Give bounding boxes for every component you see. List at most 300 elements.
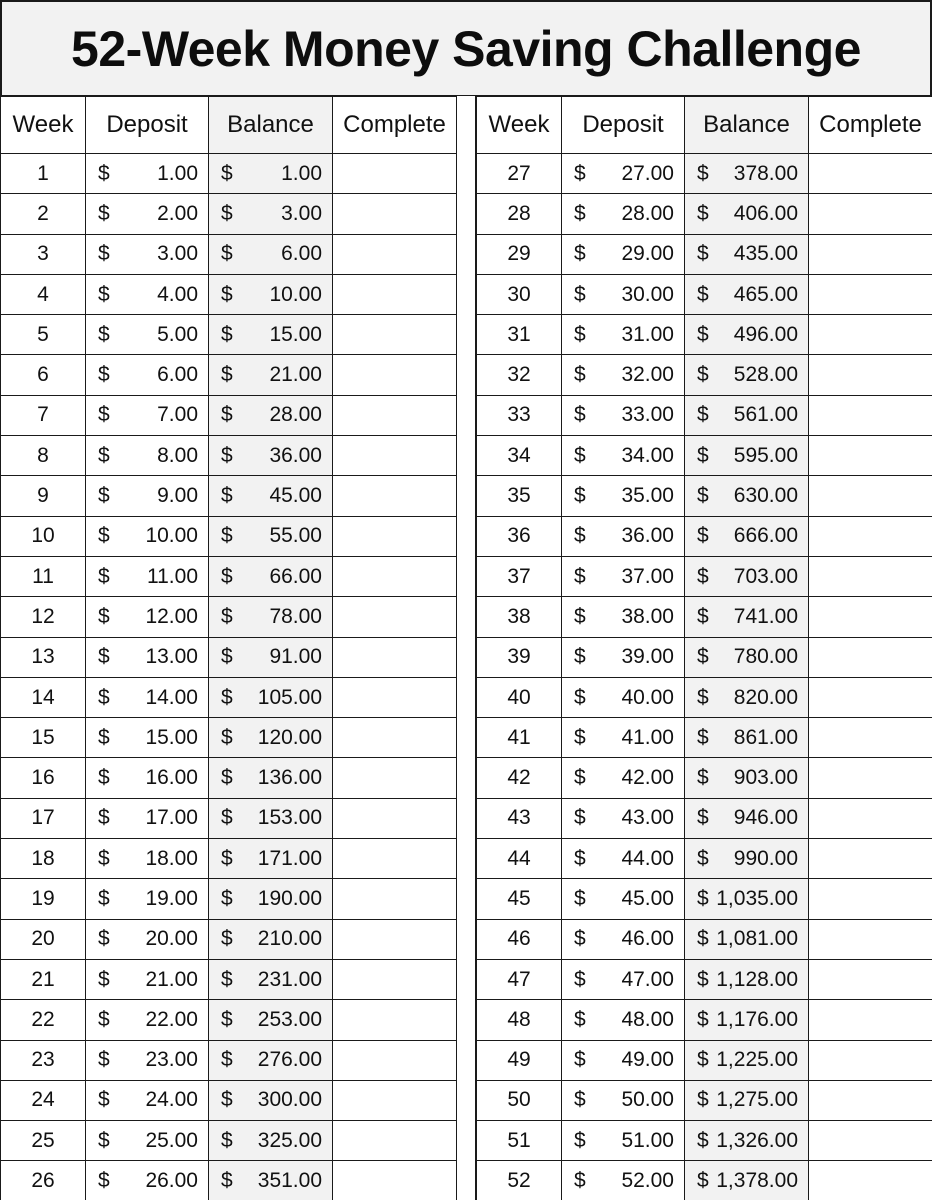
week-number: 47 bbox=[477, 959, 562, 999]
complete-checkbox-cell[interactable] bbox=[333, 436, 457, 476]
deposit-cell-amount: 45.00 bbox=[621, 886, 674, 910]
currency-symbol: $ bbox=[98, 403, 110, 427]
week-number: 5 bbox=[1, 315, 86, 355]
currency-symbol: $ bbox=[574, 1169, 586, 1193]
deposit-cell-amount: 24.00 bbox=[145, 1088, 198, 1112]
complete-checkbox-cell[interactable] bbox=[333, 1080, 457, 1120]
deposit-cell-amount: 34.00 bbox=[621, 443, 674, 467]
deposit-cell-amount: 35.00 bbox=[621, 484, 674, 508]
deposit-cell bbox=[562, 154, 685, 194]
balance-cell bbox=[685, 718, 809, 758]
balance-cell bbox=[209, 637, 333, 677]
currency-symbol: $ bbox=[98, 322, 110, 346]
complete-checkbox-cell[interactable] bbox=[333, 919, 457, 959]
complete-checkbox-cell[interactable] bbox=[809, 718, 932, 758]
table-row bbox=[1, 315, 457, 355]
table-row bbox=[1, 154, 457, 194]
currency-symbol: $ bbox=[574, 282, 586, 306]
balance-cell-amount: 171.00 bbox=[257, 846, 322, 870]
currency-symbol: $ bbox=[221, 242, 233, 266]
week-number: 45 bbox=[477, 879, 562, 919]
table-row bbox=[1, 436, 457, 476]
deposit-cell-amount: 2.00 bbox=[157, 201, 198, 225]
deposit-cell bbox=[86, 234, 209, 274]
complete-checkbox-cell[interactable] bbox=[809, 1080, 932, 1120]
complete-checkbox-cell[interactable] bbox=[809, 556, 932, 596]
deposit-cell bbox=[562, 798, 685, 838]
balance-cell-amount: 231.00 bbox=[257, 967, 322, 991]
currency-symbol: $ bbox=[98, 282, 110, 306]
complete-checkbox-cell[interactable] bbox=[809, 234, 932, 274]
balance-cell-amount: 300.00 bbox=[257, 1088, 322, 1112]
deposit-cell bbox=[562, 839, 685, 879]
balance-cell bbox=[685, 556, 809, 596]
currency-symbol: $ bbox=[697, 484, 709, 508]
deposit-cell-amount: 16.00 bbox=[145, 766, 198, 790]
table-row bbox=[477, 839, 932, 879]
week-number: 12 bbox=[1, 597, 86, 637]
balance-cell-amount: 1,378.00 bbox=[716, 1169, 798, 1193]
deposit-cell bbox=[562, 1121, 685, 1161]
currency-symbol: $ bbox=[574, 403, 586, 427]
currency-symbol: $ bbox=[221, 322, 233, 346]
deposit-cell bbox=[562, 1000, 685, 1040]
week-number: 32 bbox=[477, 355, 562, 395]
complete-checkbox-cell[interactable] bbox=[809, 839, 932, 879]
currency-symbol: $ bbox=[697, 967, 709, 991]
week-number: 37 bbox=[477, 556, 562, 596]
balance-cell bbox=[209, 274, 333, 314]
week-number: 51 bbox=[477, 1121, 562, 1161]
week-number: 35 bbox=[477, 476, 562, 516]
balance-cell-amount: 741.00 bbox=[733, 604, 798, 628]
complete-checkbox-cell[interactable] bbox=[809, 677, 932, 717]
balance-cell bbox=[209, 355, 333, 395]
week-number: 46 bbox=[477, 919, 562, 959]
complete-checkbox-cell[interactable] bbox=[333, 879, 457, 919]
deposit-cell-amount: 40.00 bbox=[621, 685, 674, 709]
balance-cell-amount: 78.00 bbox=[269, 604, 322, 628]
week-number: 4 bbox=[1, 274, 86, 314]
balance-cell-amount: 703.00 bbox=[733, 564, 798, 588]
balance-cell-amount: 91.00 bbox=[269, 645, 322, 669]
currency-symbol: $ bbox=[574, 766, 586, 790]
balance-cell bbox=[685, 1121, 809, 1161]
complete-checkbox-cell[interactable] bbox=[809, 919, 932, 959]
week-number: 8 bbox=[1, 436, 86, 476]
week-number: 14 bbox=[1, 677, 86, 717]
week-number: 31 bbox=[477, 315, 562, 355]
currency-symbol: $ bbox=[574, 886, 586, 910]
balance-cell bbox=[209, 798, 333, 838]
deposit-cell bbox=[562, 959, 685, 999]
complete-checkbox-cell[interactable] bbox=[333, 315, 457, 355]
complete-checkbox-cell[interactable] bbox=[333, 476, 457, 516]
week-number: 29 bbox=[477, 234, 562, 274]
week-number: 18 bbox=[1, 839, 86, 879]
balance-cell bbox=[685, 919, 809, 959]
balance-cell-amount: 630.00 bbox=[733, 484, 798, 508]
balance-cell-amount: 28.00 bbox=[269, 403, 322, 427]
table-row bbox=[477, 637, 932, 677]
currency-symbol: $ bbox=[98, 161, 110, 185]
currency-symbol: $ bbox=[98, 806, 110, 830]
deposit-cell bbox=[86, 718, 209, 758]
complete-checkbox-cell[interactable] bbox=[333, 395, 457, 435]
week-number: 3 bbox=[1, 234, 86, 274]
balance-cell bbox=[685, 959, 809, 999]
currency-symbol: $ bbox=[221, 846, 233, 870]
currency-symbol: $ bbox=[574, 484, 586, 508]
deposit-cell bbox=[86, 1121, 209, 1161]
deposit-cell-amount: 3.00 bbox=[157, 242, 198, 266]
balance-cell bbox=[685, 355, 809, 395]
deposit-cell-amount: 29.00 bbox=[621, 242, 674, 266]
deposit-cell-amount: 36.00 bbox=[621, 524, 674, 548]
complete-checkbox-cell[interactable] bbox=[809, 1000, 932, 1040]
table-body bbox=[1, 154, 457, 1200]
complete-checkbox-cell[interactable] bbox=[809, 154, 932, 194]
complete-checkbox-cell[interactable] bbox=[333, 597, 457, 637]
table-row bbox=[1, 718, 457, 758]
currency-symbol: $ bbox=[697, 604, 709, 628]
complete-checkbox-cell[interactable] bbox=[333, 355, 457, 395]
complete-checkbox-cell[interactable] bbox=[809, 1040, 932, 1080]
balance-cell-amount: 10.00 bbox=[269, 282, 322, 306]
deposit-cell bbox=[562, 516, 685, 556]
balance-cell-amount: 1,128.00 bbox=[716, 967, 798, 991]
savings-table-right bbox=[476, 96, 932, 1200]
balance-cell-amount: 36.00 bbox=[269, 443, 322, 467]
balance-cell-amount: 3.00 bbox=[281, 201, 322, 225]
currency-symbol: $ bbox=[697, 685, 709, 709]
complete-checkbox-cell[interactable] bbox=[809, 194, 932, 234]
table-row bbox=[477, 919, 932, 959]
complete-checkbox-cell[interactable] bbox=[809, 758, 932, 798]
deposit-cell bbox=[562, 476, 685, 516]
currency-symbol: $ bbox=[697, 564, 709, 588]
table-row bbox=[1, 677, 457, 717]
balance-cell bbox=[209, 556, 333, 596]
deposit-cell-amount: 46.00 bbox=[621, 927, 674, 951]
deposit-cell bbox=[86, 839, 209, 879]
currency-symbol: $ bbox=[574, 725, 586, 749]
column-divider bbox=[456, 96, 476, 1200]
currency-symbol: $ bbox=[221, 645, 233, 669]
table-row bbox=[477, 1080, 932, 1120]
deposit-cell-amount: 28.00 bbox=[621, 201, 674, 225]
currency-symbol: $ bbox=[221, 1088, 233, 1112]
deposit-cell-amount: 4.00 bbox=[157, 282, 198, 306]
complete-checkbox-cell[interactable] bbox=[333, 516, 457, 556]
complete-checkbox-cell[interactable] bbox=[333, 718, 457, 758]
currency-symbol: $ bbox=[221, 201, 233, 225]
week-number: 26 bbox=[1, 1161, 86, 1200]
complete-checkbox-cell[interactable] bbox=[809, 637, 932, 677]
deposit-cell bbox=[86, 516, 209, 556]
complete-checkbox-cell[interactable] bbox=[333, 1040, 457, 1080]
deposit-cell bbox=[86, 959, 209, 999]
currency-symbol: $ bbox=[697, 242, 709, 266]
currency-symbol: $ bbox=[221, 1007, 233, 1031]
complete-checkbox-cell[interactable] bbox=[333, 194, 457, 234]
table-row bbox=[477, 879, 932, 919]
currency-symbol: $ bbox=[98, 201, 110, 225]
currency-symbol: $ bbox=[221, 806, 233, 830]
table-row bbox=[477, 959, 932, 999]
currency-symbol: $ bbox=[574, 604, 586, 628]
complete-checkbox-cell[interactable] bbox=[809, 274, 932, 314]
deposit-cell bbox=[562, 274, 685, 314]
balance-column-header: Balance bbox=[685, 97, 809, 154]
currency-symbol: $ bbox=[98, 1088, 110, 1112]
currency-symbol: $ bbox=[697, 927, 709, 951]
balance-cell-amount: 66.00 bbox=[269, 564, 322, 588]
currency-symbol: $ bbox=[98, 967, 110, 991]
week-number: 36 bbox=[477, 516, 562, 556]
balance-cell bbox=[209, 1040, 333, 1080]
currency-symbol: $ bbox=[574, 564, 586, 588]
currency-symbol: $ bbox=[221, 524, 233, 548]
currency-symbol: $ bbox=[221, 766, 233, 790]
balance-cell bbox=[209, 154, 333, 194]
balance-cell-amount: 435.00 bbox=[733, 242, 798, 266]
table-row bbox=[1, 355, 457, 395]
deposit-cell bbox=[86, 798, 209, 838]
currency-symbol: $ bbox=[221, 685, 233, 709]
currency-symbol: $ bbox=[697, 322, 709, 346]
currency-symbol: $ bbox=[697, 524, 709, 548]
balance-cell bbox=[685, 154, 809, 194]
balance-cell bbox=[209, 1161, 333, 1200]
balance-cell-amount: 136.00 bbox=[257, 766, 322, 790]
week-number: 21 bbox=[1, 959, 86, 999]
deposit-cell bbox=[86, 556, 209, 596]
currency-symbol: $ bbox=[98, 564, 110, 588]
balance-cell bbox=[209, 436, 333, 476]
deposit-cell bbox=[562, 395, 685, 435]
deposit-cell-amount: 30.00 bbox=[621, 282, 674, 306]
currency-symbol: $ bbox=[574, 685, 586, 709]
complete-checkbox-cell[interactable] bbox=[809, 355, 932, 395]
complete-checkbox-cell[interactable] bbox=[333, 677, 457, 717]
deposit-cell bbox=[562, 436, 685, 476]
currency-symbol: $ bbox=[574, 927, 586, 951]
deposit-cell bbox=[86, 355, 209, 395]
balance-cell-amount: 1,275.00 bbox=[716, 1088, 798, 1112]
complete-checkbox-cell[interactable] bbox=[809, 1121, 932, 1161]
balance-cell-amount: 15.00 bbox=[269, 322, 322, 346]
balance-cell-amount: 1,081.00 bbox=[716, 927, 798, 951]
deposit-column-header: Deposit bbox=[562, 97, 685, 154]
balance-cell-amount: 1.00 bbox=[281, 161, 322, 185]
balance-cell-amount: 1,035.00 bbox=[716, 886, 798, 910]
currency-symbol: $ bbox=[574, 322, 586, 346]
complete-checkbox-cell[interactable] bbox=[809, 436, 932, 476]
balance-column-header: Balance bbox=[209, 97, 333, 154]
deposit-cell bbox=[86, 194, 209, 234]
balance-cell bbox=[209, 194, 333, 234]
complete-checkbox-cell[interactable] bbox=[333, 556, 457, 596]
complete-checkbox-cell[interactable] bbox=[333, 154, 457, 194]
balance-cell-amount: 561.00 bbox=[733, 403, 798, 427]
currency-symbol: $ bbox=[697, 443, 709, 467]
currency-symbol: $ bbox=[574, 967, 586, 991]
complete-checkbox-cell[interactable] bbox=[333, 274, 457, 314]
week-number: 19 bbox=[1, 879, 86, 919]
deposit-cell bbox=[562, 1080, 685, 1120]
currency-symbol: $ bbox=[98, 685, 110, 709]
currency-symbol: $ bbox=[697, 886, 709, 910]
currency-symbol: $ bbox=[98, 1048, 110, 1072]
deposit-cell-amount: 10.00 bbox=[145, 524, 198, 548]
currency-symbol: $ bbox=[574, 1007, 586, 1031]
balance-cell bbox=[209, 919, 333, 959]
deposit-cell bbox=[562, 637, 685, 677]
table-row bbox=[1, 1000, 457, 1040]
balance-cell bbox=[209, 234, 333, 274]
complete-checkbox-cell[interactable] bbox=[809, 959, 932, 999]
deposit-cell bbox=[562, 1040, 685, 1080]
table-row bbox=[1, 516, 457, 556]
currency-symbol: $ bbox=[98, 725, 110, 749]
header-row bbox=[477, 97, 932, 154]
balance-cell-amount: 465.00 bbox=[733, 282, 798, 306]
table-row bbox=[477, 1121, 932, 1161]
currency-symbol: $ bbox=[697, 363, 709, 387]
deposit-cell-amount: 14.00 bbox=[145, 685, 198, 709]
complete-checkbox-cell[interactable] bbox=[333, 798, 457, 838]
table-body bbox=[477, 154, 932, 1200]
balance-cell bbox=[685, 839, 809, 879]
balance-cell-amount: 990.00 bbox=[733, 846, 798, 870]
balance-cell bbox=[685, 436, 809, 476]
balance-cell-amount: 595.00 bbox=[733, 443, 798, 467]
complete-checkbox-cell[interactable] bbox=[809, 798, 932, 838]
table-row bbox=[477, 1000, 932, 1040]
table-row bbox=[1, 798, 457, 838]
table-row bbox=[1, 395, 457, 435]
deposit-cell-amount: 41.00 bbox=[621, 725, 674, 749]
balance-cell-amount: 946.00 bbox=[733, 806, 798, 830]
week-number: 28 bbox=[477, 194, 562, 234]
currency-symbol: $ bbox=[574, 363, 586, 387]
complete-checkbox-cell[interactable] bbox=[333, 637, 457, 677]
deposit-cell-amount: 17.00 bbox=[145, 806, 198, 830]
table-row bbox=[477, 274, 932, 314]
balance-cell bbox=[209, 1000, 333, 1040]
deposit-cell bbox=[562, 234, 685, 274]
balance-cell-amount: 378.00 bbox=[733, 161, 798, 185]
week-number: 27 bbox=[477, 154, 562, 194]
balance-cell-amount: 45.00 bbox=[269, 484, 322, 508]
balance-cell bbox=[685, 1000, 809, 1040]
deposit-cell-amount: 19.00 bbox=[145, 886, 198, 910]
deposit-cell-amount: 31.00 bbox=[621, 322, 674, 346]
complete-checkbox-cell[interactable] bbox=[333, 758, 457, 798]
balance-cell bbox=[209, 879, 333, 919]
table-row bbox=[1, 274, 457, 314]
complete-checkbox-cell[interactable] bbox=[333, 1161, 457, 1200]
balance-cell-amount: 253.00 bbox=[257, 1007, 322, 1031]
currency-symbol: $ bbox=[697, 1169, 709, 1193]
currency-symbol: $ bbox=[98, 645, 110, 669]
table-row bbox=[1, 919, 457, 959]
complete-checkbox-cell[interactable] bbox=[809, 476, 932, 516]
complete-checkbox-cell[interactable] bbox=[333, 234, 457, 274]
currency-symbol: $ bbox=[98, 1007, 110, 1031]
complete-checkbox-cell[interactable] bbox=[809, 1161, 932, 1200]
complete-checkbox-cell[interactable] bbox=[809, 516, 932, 556]
table-row bbox=[1, 234, 457, 274]
deposit-cell-amount: 8.00 bbox=[157, 443, 198, 467]
complete-checkbox-cell[interactable] bbox=[809, 879, 932, 919]
balance-cell-amount: 21.00 bbox=[269, 363, 322, 387]
currency-symbol: $ bbox=[98, 1128, 110, 1152]
deposit-cell-amount: 13.00 bbox=[145, 645, 198, 669]
table-row bbox=[1, 1161, 457, 1200]
complete-checkbox-cell[interactable] bbox=[333, 839, 457, 879]
balance-cell bbox=[209, 959, 333, 999]
table-row bbox=[1, 839, 457, 879]
complete-checkbox-cell[interactable] bbox=[333, 1000, 457, 1040]
week-number: 48 bbox=[477, 1000, 562, 1040]
deposit-cell-amount: 26.00 bbox=[145, 1169, 198, 1193]
week-number: 41 bbox=[477, 718, 562, 758]
week-number: 43 bbox=[477, 798, 562, 838]
deposit-cell bbox=[562, 315, 685, 355]
deposit-cell bbox=[86, 597, 209, 637]
complete-checkbox-cell[interactable] bbox=[809, 315, 932, 355]
currency-symbol: $ bbox=[574, 242, 586, 266]
deposit-cell-amount: 9.00 bbox=[157, 484, 198, 508]
deposit-cell bbox=[562, 556, 685, 596]
deposit-cell-amount: 20.00 bbox=[145, 927, 198, 951]
deposit-cell-amount: 7.00 bbox=[157, 403, 198, 427]
table-row bbox=[1, 194, 457, 234]
balance-cell-amount: 1,225.00 bbox=[716, 1048, 798, 1072]
balance-cell bbox=[685, 1040, 809, 1080]
balance-cell bbox=[685, 274, 809, 314]
week-number: 24 bbox=[1, 1080, 86, 1120]
currency-symbol: $ bbox=[574, 1048, 586, 1072]
deposit-cell bbox=[86, 758, 209, 798]
balance-cell bbox=[685, 637, 809, 677]
complete-checkbox-cell[interactable] bbox=[809, 597, 932, 637]
currency-symbol: $ bbox=[221, 927, 233, 951]
balance-cell bbox=[685, 677, 809, 717]
currency-symbol: $ bbox=[221, 564, 233, 588]
balance-cell bbox=[209, 315, 333, 355]
balance-cell-amount: 406.00 bbox=[733, 201, 798, 225]
table-row bbox=[1, 1080, 457, 1120]
week-number: 22 bbox=[1, 1000, 86, 1040]
currency-symbol: $ bbox=[574, 846, 586, 870]
currency-symbol: $ bbox=[98, 484, 110, 508]
deposit-cell bbox=[562, 597, 685, 637]
deposit-cell bbox=[86, 1040, 209, 1080]
week-number: 11 bbox=[1, 556, 86, 596]
complete-checkbox-cell[interactable] bbox=[333, 1121, 457, 1161]
deposit-cell bbox=[562, 355, 685, 395]
currency-symbol: $ bbox=[697, 282, 709, 306]
complete-checkbox-cell[interactable] bbox=[809, 395, 932, 435]
complete-checkbox-cell[interactable] bbox=[333, 959, 457, 999]
table-row bbox=[1, 556, 457, 596]
week-number: 20 bbox=[1, 919, 86, 959]
deposit-cell-amount: 52.00 bbox=[621, 1169, 674, 1193]
currency-symbol: $ bbox=[98, 524, 110, 548]
